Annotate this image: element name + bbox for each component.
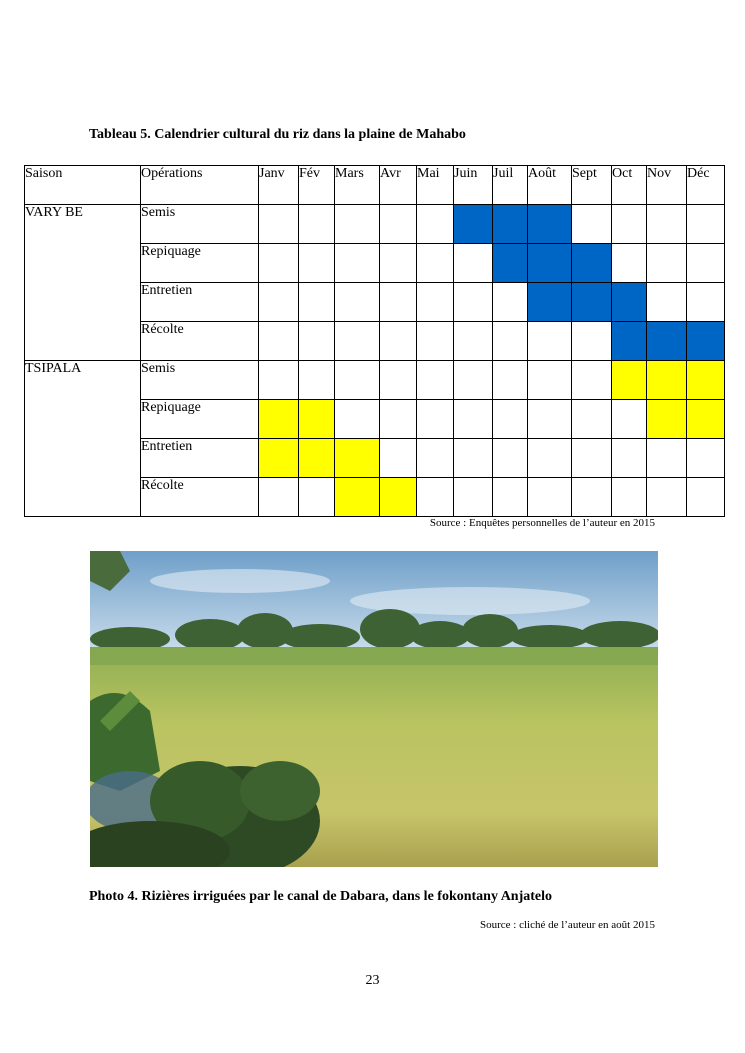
- month-cell: [454, 244, 493, 283]
- month-cell: [454, 400, 493, 439]
- month-cell: [454, 361, 493, 400]
- header-month: Juin: [454, 166, 493, 205]
- month-cell: [335, 361, 380, 400]
- month-cell: [417, 322, 454, 361]
- month-cell: [612, 322, 647, 361]
- operation-cell: Repiquage: [141, 244, 259, 283]
- month-cell: [647, 400, 687, 439]
- month-cell: [335, 283, 380, 322]
- header-month: Juil: [493, 166, 528, 205]
- month-cell: [647, 205, 687, 244]
- month-cell: [454, 283, 493, 322]
- month-cell: [572, 283, 612, 322]
- month-cell: [493, 400, 528, 439]
- month-cell: [493, 244, 528, 283]
- table-row: [25, 478, 725, 517]
- month-cell: [335, 244, 380, 283]
- month-cell: [259, 244, 299, 283]
- month-cell: [299, 478, 335, 517]
- month-cell: [380, 322, 417, 361]
- month-cell: [687, 478, 725, 517]
- month-cell: [612, 439, 647, 478]
- month-cell: [335, 205, 380, 244]
- table-row: [25, 361, 725, 400]
- operation-cell: Récolte: [141, 322, 259, 361]
- month-cell: [335, 400, 380, 439]
- month-cell: [687, 439, 725, 478]
- header-month: Sept: [572, 166, 612, 205]
- month-cell: [454, 439, 493, 478]
- photo-caption: Photo 4. Rizières irriguées par le canal de Dabara, dans le fokontany Anjatelo: [89, 889, 553, 904]
- saison-cell: VARY BE: [25, 205, 141, 244]
- header-month: Janv: [259, 166, 299, 205]
- month-cell: [417, 439, 454, 478]
- month-cell: [299, 322, 335, 361]
- header-month: Août: [528, 166, 572, 205]
- month-cell: [528, 205, 572, 244]
- table-row: [25, 322, 725, 361]
- saison-cell: [25, 400, 141, 439]
- month-cell: [454, 205, 493, 244]
- month-cell: [528, 439, 572, 478]
- month-cell: [417, 478, 454, 517]
- saison-cell: [25, 478, 141, 517]
- month-cell: [647, 322, 687, 361]
- month-cell: [299, 244, 335, 283]
- header-month: Fév: [299, 166, 335, 205]
- month-cell: [612, 283, 647, 322]
- month-cell: [493, 283, 528, 322]
- header-month: Nov: [647, 166, 687, 205]
- month-cell: [380, 244, 417, 283]
- month-cell: [259, 361, 299, 400]
- month-cell: [647, 439, 687, 478]
- month-cell: [259, 400, 299, 439]
- month-cell: [299, 439, 335, 478]
- month-cell: [259, 322, 299, 361]
- month-cell: [572, 244, 612, 283]
- month-cell: [417, 361, 454, 400]
- table-row: [25, 439, 725, 478]
- month-cell: [572, 205, 612, 244]
- header-month: Mars: [335, 166, 380, 205]
- photo-source: Source : cliché de l’auteur en août 2015: [479, 919, 655, 931]
- month-cell: [647, 361, 687, 400]
- month-cell: [612, 400, 647, 439]
- month-cell: [299, 205, 335, 244]
- month-cell: [417, 283, 454, 322]
- month-cell: [528, 283, 572, 322]
- month-cell: [528, 400, 572, 439]
- month-cell: [572, 322, 612, 361]
- header-month: Déc: [687, 166, 725, 205]
- table-source: Source : Enquêtes personnelles de l’auteur en 2015: [429, 517, 655, 529]
- header-month: Oct: [612, 166, 647, 205]
- header-operations: Opérations: [141, 166, 259, 205]
- header-saison: Saison: [25, 166, 141, 205]
- month-cell: [687, 361, 725, 400]
- month-cell: [687, 244, 725, 283]
- month-cell: [259, 478, 299, 517]
- month-cell: [417, 400, 454, 439]
- month-cell: [687, 322, 725, 361]
- month-cell: [493, 478, 528, 517]
- month-cell: [259, 439, 299, 478]
- month-cell: [528, 244, 572, 283]
- month-cell: [647, 478, 687, 517]
- month-cell: [335, 322, 380, 361]
- month-cell: [380, 283, 417, 322]
- month-cell: [493, 361, 528, 400]
- saison-cell: [25, 244, 141, 283]
- crop-calendar-table: [24, 165, 725, 517]
- month-cell: [528, 361, 572, 400]
- saison-cell: TSIPALA: [25, 361, 141, 400]
- month-cell: [454, 478, 493, 517]
- operation-cell: Entretien: [141, 439, 259, 478]
- month-cell: [687, 205, 725, 244]
- month-cell: [612, 361, 647, 400]
- month-cell: [647, 244, 687, 283]
- month-cell: [454, 322, 493, 361]
- month-cell: [528, 322, 572, 361]
- table-row: [25, 400, 725, 439]
- month-cell: [380, 478, 417, 517]
- month-cell: [417, 205, 454, 244]
- header-row: [25, 166, 725, 205]
- month-cell: [687, 400, 725, 439]
- saison-cell: [25, 439, 141, 478]
- operation-cell: Récolte: [141, 478, 259, 517]
- month-cell: [612, 478, 647, 517]
- table-row: [25, 244, 725, 283]
- month-cell: [299, 400, 335, 439]
- month-cell: [647, 283, 687, 322]
- month-cell: [493, 205, 528, 244]
- table-row: [25, 205, 725, 244]
- month-cell: [380, 439, 417, 478]
- operation-cell: Entretien: [141, 283, 259, 322]
- table-title: Tableau 5. Calendrier cultural du riz dans la plaine de Mahabo: [89, 127, 466, 142]
- month-cell: [380, 205, 417, 244]
- month-cell: [572, 478, 612, 517]
- header-month: Mai: [417, 166, 454, 205]
- month-cell: [612, 244, 647, 283]
- month-cell: [493, 439, 528, 478]
- month-cell: [687, 283, 725, 322]
- saison-cell: [25, 283, 141, 322]
- month-cell: [417, 244, 454, 283]
- month-cell: [299, 283, 335, 322]
- month-cell: [380, 400, 417, 439]
- month-cell: [299, 361, 335, 400]
- month-cell: [259, 205, 299, 244]
- rice-field-photo: [90, 551, 658, 867]
- operation-cell: Repiquage: [141, 400, 259, 439]
- table-row: [25, 283, 725, 322]
- saison-cell: [25, 322, 141, 361]
- month-cell: [259, 283, 299, 322]
- operation-cell: Semis: [141, 205, 259, 244]
- month-cell: [572, 361, 612, 400]
- month-cell: [572, 439, 612, 478]
- month-cell: [572, 400, 612, 439]
- month-cell: [380, 361, 417, 400]
- page-number: 23: [365, 973, 380, 988]
- header-month: Avr: [380, 166, 417, 205]
- operation-cell: Semis: [141, 361, 259, 400]
- month-cell: [612, 205, 647, 244]
- month-cell: [335, 478, 380, 517]
- month-cell: [493, 322, 528, 361]
- month-cell: [528, 478, 572, 517]
- month-cell: [335, 439, 380, 478]
